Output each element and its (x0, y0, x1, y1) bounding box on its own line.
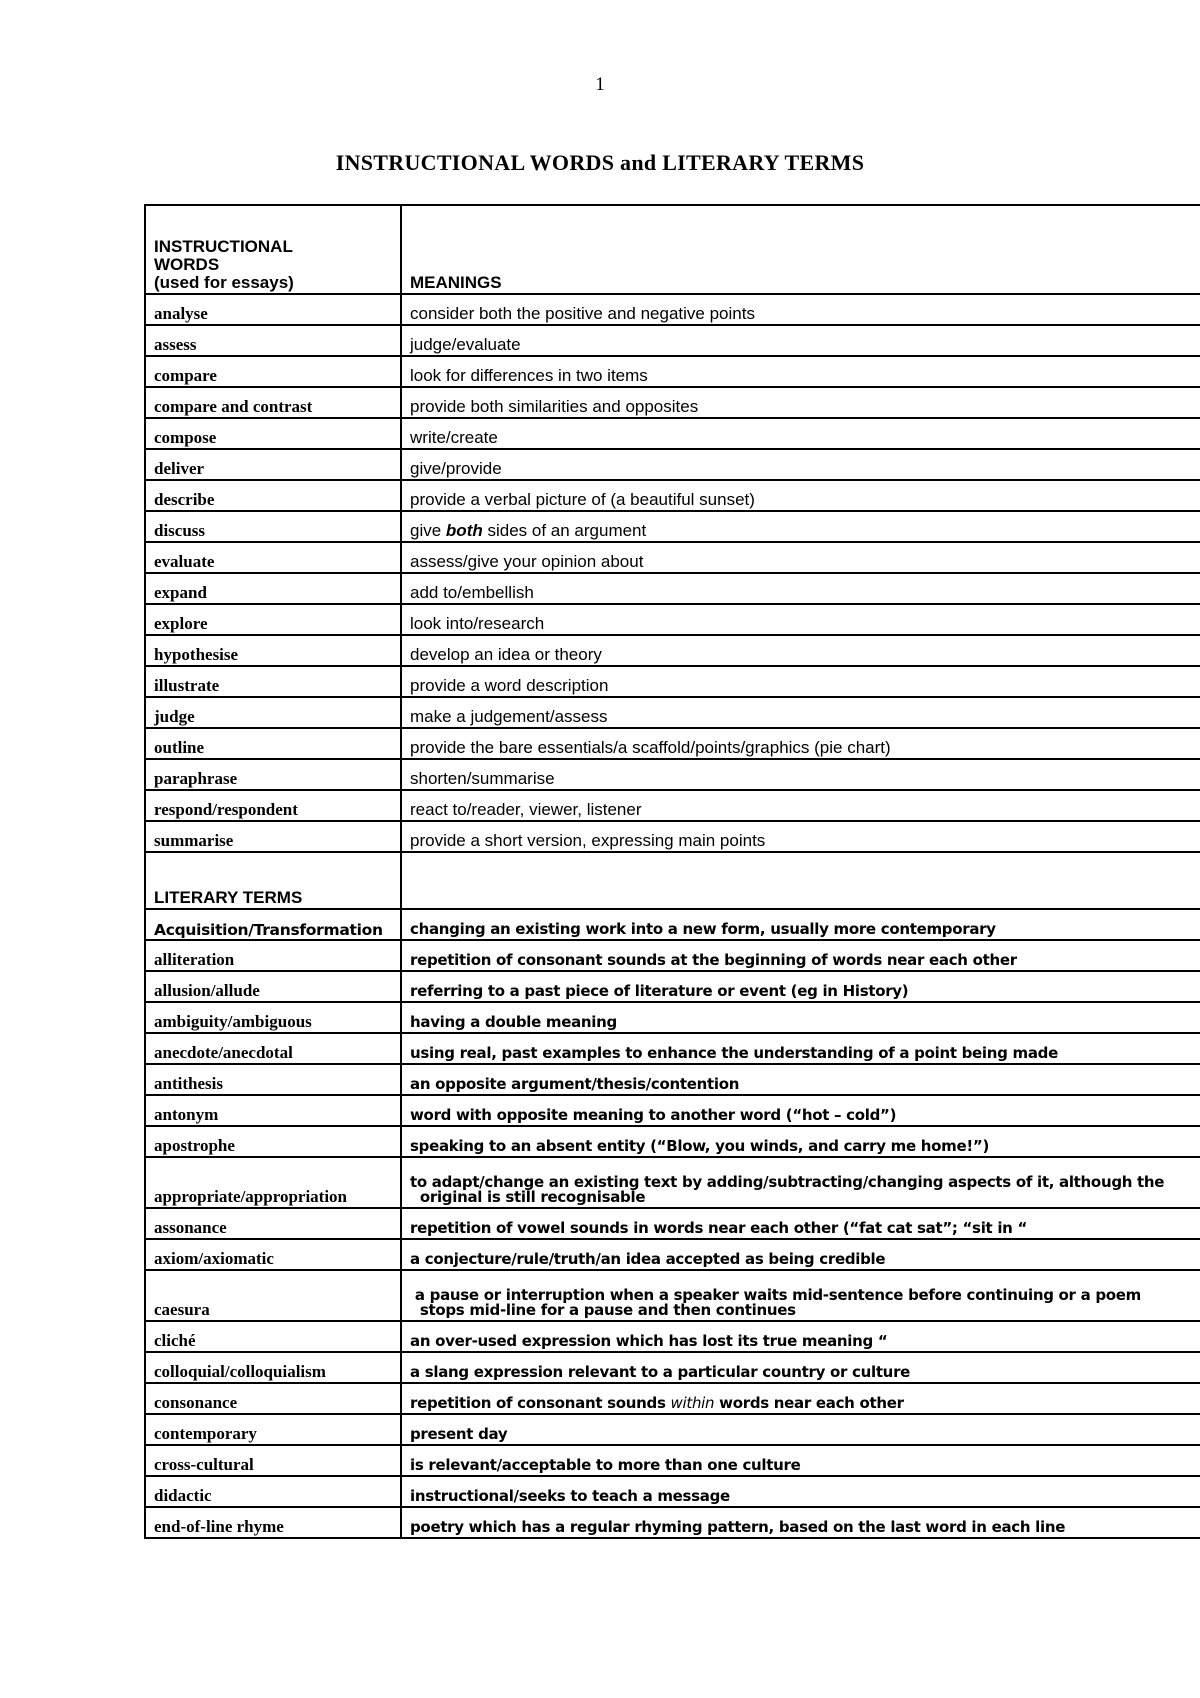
meaning-cell: develop an idea or theory (401, 635, 1200, 666)
term-cell: Acquisition/Transformation (145, 909, 401, 940)
instructional-row (145, 387, 1200, 418)
literary-terms-header: LITERARY TERMS (145, 852, 401, 909)
document-title: INSTRUCTIONAL WORDS and LITERARY TERMS (335, 150, 865, 175)
instructional-row (145, 759, 1200, 790)
term-cell: consonance (145, 1383, 401, 1414)
term-cell: cliché (145, 1321, 401, 1352)
literary-row (145, 940, 1200, 971)
meaning-cell: word with opposite meaning to another word (“hot – cold”) (401, 1095, 1200, 1126)
literary-row (145, 1414, 1200, 1445)
header-line: WORDS (154, 255, 220, 275)
meaning-part: repetition of consonant sounds (410, 1394, 671, 1413)
meaning-line: to adapt/change an existing text by adding/subtracting/changing aspects of it, although the (410, 1172, 1165, 1191)
meaning-cell: having a double meaning (401, 1002, 1200, 1033)
meaning-cell: write/create (401, 418, 1200, 449)
term-cell: antonym (145, 1095, 401, 1126)
meaning-cell: react to/reader, viewer, listener (401, 790, 1200, 821)
meaning-cell: poetry which has a regular rhyming pattern, based on the last word in each line (401, 1507, 1200, 1538)
instructional-words-header (145, 205, 401, 294)
meaning-cell: assess/give your opinion about (401, 542, 1200, 573)
term-cell: cross-cultural (145, 1445, 401, 1476)
meaning-cell: an over-used expression which has lost its true meaning “ (401, 1321, 1200, 1352)
term-cell: respond/respondent (145, 790, 401, 821)
literary-row (145, 1270, 1200, 1321)
term-cell: caesura (145, 1270, 401, 1321)
meaning-part: words near each other (714, 1394, 904, 1413)
meaning-cell: a slang expression relevant to a particular country or culture (401, 1352, 1200, 1383)
literary-header-row (145, 852, 1200, 909)
term-cell: axiom/axiomatic (145, 1239, 401, 1270)
meaning-cell (401, 511, 1200, 542)
literary-row (145, 1208, 1200, 1239)
meaning-cell: using real, past examples to enhance the understanding of a point being made (401, 1033, 1200, 1064)
term-cell: compare and contrast (145, 387, 401, 418)
meaning-cell: provide both similarities and opposites (401, 387, 1200, 418)
term-cell: judge (145, 697, 401, 728)
meaning-line: stops mid-line for a pause and then continues (410, 1301, 796, 1320)
meaning-cell (401, 1383, 1200, 1414)
meaning-line: a pause or interruption when a speaker waits mid-sentence before continuing or a poem (410, 1285, 1141, 1304)
term-cell: ambiguity/ambiguous (145, 1002, 401, 1033)
term-cell: outline (145, 728, 401, 759)
literary-row (145, 1352, 1200, 1383)
term-cell: appropriate/appropriation (145, 1157, 401, 1208)
meaning-part: within (670, 1394, 715, 1413)
term-cell: colloquial/colloquialism (145, 1352, 401, 1383)
terms-table (144, 204, 1200, 1539)
term-cell: antithesis (145, 1064, 401, 1095)
term-cell: alliteration (145, 940, 401, 971)
literary-row (145, 1507, 1200, 1538)
term-cell: anecdote/anecdotal (145, 1033, 401, 1064)
meaning-cell: a conjecture/rule/truth/an idea accepted as being credible (401, 1239, 1200, 1270)
literary-row (145, 1002, 1200, 1033)
meaning-cell: instructional/seeks to teach a message (401, 1476, 1200, 1507)
instructional-row (145, 325, 1200, 356)
term-cell: compare (145, 356, 401, 387)
literary-row (145, 909, 1200, 940)
literary-row (145, 1476, 1200, 1507)
literary-row (145, 1095, 1200, 1126)
meaning-part: both (445, 521, 483, 541)
meaning-line: original is still recognisable (410, 1188, 646, 1207)
literary-row (145, 1157, 1200, 1208)
meaning-cell: provide a word description (401, 666, 1200, 697)
term-cell: expand (145, 573, 401, 604)
term-cell: assess (145, 325, 401, 356)
meaning-cell: make a judgement/assess (401, 697, 1200, 728)
instructional-row (145, 542, 1200, 573)
meaning-cell: an opposite argument/thesis/contention (401, 1064, 1200, 1095)
term-cell: assonance (145, 1208, 401, 1239)
term-cell: allusion/allude (145, 971, 401, 1002)
meanings-header: MEANINGS (401, 205, 1200, 294)
meaning-cell: provide a short version, expressing main points (401, 821, 1200, 852)
meaning-cell: look for differences in two items (401, 356, 1200, 387)
page-number: 1 (595, 74, 605, 95)
instructional-row (145, 790, 1200, 821)
term-cell: compose (145, 418, 401, 449)
term-cell: describe (145, 480, 401, 511)
term-cell: discuss (145, 511, 401, 542)
literary-header-blank (401, 852, 1200, 909)
meaning-cell: present day (401, 1414, 1200, 1445)
term-cell: summarise (145, 821, 401, 852)
literary-row (145, 1445, 1200, 1476)
term-cell: explore (145, 604, 401, 635)
instructional-row (145, 821, 1200, 852)
meaning-cell: shorten/summarise (401, 759, 1200, 790)
meaning-cell: changing an existing work into a new form, usually more contemporary (401, 909, 1200, 940)
instructional-row (145, 511, 1200, 542)
meaning-cell: referring to a past piece of literature or event (eg in History) (401, 971, 1200, 1002)
instructional-row (145, 666, 1200, 697)
meaning-cell: add to/embellish (401, 573, 1200, 604)
term-cell: illustrate (145, 666, 401, 697)
instructional-row (145, 418, 1200, 449)
instructional-row (145, 635, 1200, 666)
instructional-row (145, 604, 1200, 635)
header-line: (used for essays) (154, 273, 294, 293)
instructional-row (145, 356, 1200, 387)
literary-row (145, 1126, 1200, 1157)
meaning-cell: judge/evaluate (401, 325, 1200, 356)
meaning-cell: repetition of vowel sounds in words near each other (“fat cat sat”; “sit in “ (401, 1208, 1200, 1239)
meaning-cell: provide a verbal picture of (a beautiful sunset) (401, 480, 1200, 511)
meaning-cell (401, 1270, 1200, 1321)
term-cell: analyse (145, 294, 401, 325)
instructional-row (145, 449, 1200, 480)
meaning-part: give (410, 521, 446, 541)
meaning-cell: provide the bare essentials/a scaffold/points/graphics (pie chart) (401, 728, 1200, 759)
literary-row (145, 971, 1200, 1002)
term-cell: contemporary (145, 1414, 401, 1445)
term-cell: apostrophe (145, 1126, 401, 1157)
literary-row (145, 1064, 1200, 1095)
meaning-cell: look into/research (401, 604, 1200, 635)
term-cell: evaluate (145, 542, 401, 573)
meaning-cell: speaking to an absent entity (“Blow, you winds, and carry me home!”) (401, 1126, 1200, 1157)
instructional-row (145, 573, 1200, 604)
term-cell: hypothesise (145, 635, 401, 666)
instructional-row (145, 480, 1200, 511)
meaning-part: sides of an argument (482, 521, 647, 541)
instructional-row (145, 728, 1200, 759)
meaning-cell: consider both the positive and negative points (401, 294, 1200, 325)
term-cell: paraphrase (145, 759, 401, 790)
meaning-cell (401, 1157, 1200, 1208)
meaning-cell: repetition of consonant sounds at the beginning of words near each other (401, 940, 1200, 971)
term-cell: end-of-line rhyme (145, 1507, 401, 1538)
meaning-cell: is relevant/acceptable to more than one culture (401, 1445, 1200, 1476)
instructional-header-row (145, 205, 1200, 294)
meaning-cell: give/provide (401, 449, 1200, 480)
literary-row (145, 1321, 1200, 1352)
instructional-row (145, 294, 1200, 325)
instructional-row (145, 697, 1200, 728)
term-cell: didactic (145, 1476, 401, 1507)
term-cell: deliver (145, 449, 401, 480)
header-line: INSTRUCTIONAL (154, 237, 293, 257)
literary-row (145, 1033, 1200, 1064)
literary-row (145, 1239, 1200, 1270)
literary-row (145, 1383, 1200, 1414)
